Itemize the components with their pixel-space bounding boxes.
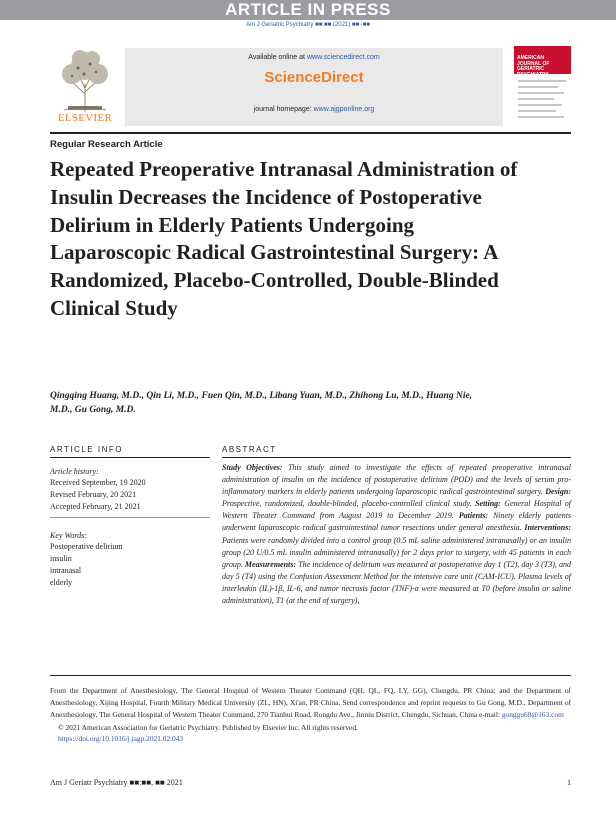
setting-label: Setting: (475, 499, 501, 509)
sciencedirect-logo: ScienceDirect (264, 69, 364, 86)
homepage-prefix: journal homepage: (253, 106, 312, 113)
keyword-item: elderly (50, 578, 73, 587)
banner-text: ARTICLE IN PRESS (225, 0, 391, 19)
revised-date: Revised February, 20 2021 (50, 490, 137, 499)
keyword-item: insulin (50, 554, 72, 563)
accepted-date: Accepted February, 21 2021 (50, 502, 141, 511)
design-text: Prospective, randomized, double-blinded, placebo-controlled clinical study. (222, 499, 472, 509)
doi-link[interactable]: https://doi.org/10.1016/j.jagp.2021.02.043 (58, 734, 184, 743)
article-in-press-banner (0, 0, 616, 20)
elsevier-wordmark: ELSEVIER (57, 112, 113, 124)
patients-text: Ninety elderly patients underwent laparoscopic radical gastrointestinal tumor resections under general anesthesia. (222, 511, 572, 533)
article-info-divider (50, 457, 210, 458)
article-title: Repeated Preoperative Intranasal Administration of Insulin Decreases the Incidence of Postoperative Delirium in Elderly Patients Undergoing Laparoscopic Radical Gastrointestinal Surgery: A Randomized, Placebo-Controlled, Double-Blinded Clinical Study (50, 157, 518, 320)
journal-homepage-line (125, 106, 503, 113)
abstract-divider (222, 457, 571, 458)
article-type-label: Regular Research Article (50, 139, 163, 150)
journal-homepage-link[interactable]: www.ajgponline.org (313, 106, 375, 113)
design-label: Design: (545, 487, 572, 497)
measurements-label: Measurements: (244, 559, 297, 569)
received-date: Received September, 19 2020 (50, 478, 146, 487)
patients-label: Patients: (458, 511, 489, 521)
article-info-heading: ARTICLE INFO (50, 445, 123, 454)
author-list: Qingqing Huang, M.D., Qin Li, M.D., Fuen Qin, M.D., Libang Yuan, M.D., Zhihong Lu, M.D., Huang Nie, M.D., Gu Gong, M.D. (50, 391, 473, 415)
objectives-label: Study Objectives: (222, 463, 283, 472)
article-info-separator (50, 517, 210, 518)
footnote-divider (50, 675, 571, 676)
abstract-heading: ABSTRACT (222, 445, 277, 454)
keyword-item: intranasal (50, 566, 82, 575)
abstract-body (222, 462, 571, 607)
article-history-label: Article history: (50, 467, 99, 476)
cover-title: AMERICAN JOURNAL OF GERIATRIC (517, 55, 550, 72)
available-online-prefix: Available online at (248, 54, 305, 61)
header-divider (50, 132, 571, 134)
keywords-label: Key Words: (50, 531, 87, 540)
correspondence-email-link[interactable]: gonggu68@163.com (501, 710, 564, 720)
sciencedirect-header (125, 48, 503, 126)
interventions-label: Interventions: (524, 523, 571, 533)
copyright-notice: © 2021 American Association for Geriatric Psychiatry. Published by Elsevier Inc. All rights reserved. (58, 723, 358, 732)
cover-content-area (514, 74, 571, 124)
sciencedirect-link[interactable]: www.sciencedirect.com (306, 54, 380, 61)
journal-cover-thumbnail (514, 46, 571, 124)
affiliation-text: From the Department of Anesthesiology, The General Hospital of Western Theater Command (QH, QL, FQ, LY, GG), Chengdu, PR China; and the Department of Anesthesiology, Xijing Hospital, Fourth Military Medical University (ZL, HN), Xi'an, PR China. Send correspondence and reprint requests to Gu Gong, M.D., Department of Anesthesiology, The General Hospital of Western Theater Command, 270 Tianhui Road, Rongdu Ave., Jinniu District, Chengdu, Sichuan, China e-mail: (50, 686, 571, 720)
available-online-line (125, 54, 503, 61)
journal-citation-line: Am J Geriatric Psychiatry ■■:■■ (2021) ■■−■■ (246, 22, 370, 28)
author-affiliation-note (50, 685, 571, 721)
footer-journal-citation: Am J Geriatr Psychiatry ■■:■■, ■■ 2021 (50, 778, 183, 787)
setting-text: General Hospital of Western Theater Command from August 2019 to December 2019. (222, 499, 572, 521)
keyword-item: Postoperative delirium (50, 542, 123, 551)
page-number: 1 (567, 778, 571, 787)
interventions-text: Patients were randomly divided into a control group (0.5 mL saline administered intranasally) or an insulin group (20 U/0.5 mL insulin administered intranasally) for 2 days prior to surgery, with 45 patients in each group. (222, 535, 571, 569)
measurements-text: The incidence of delirium was measured at postoperative day 1 (T2), day 3 (T3), and day 5 (T4) using the Confusion Assessment Method for the intensive care unit (CAM-ICU). Plasma levels of interleukin (IL)-1β, IL-6, and tumor necrosis factor (TNF)-α were measured at T0 (before insulin or saline administration), T1 (at the end of surgery), (222, 559, 572, 606)
objectives-text: This study aimed to investigate the effects of repeated preoperative intranasal administration of insulin on the incidence of postoperative delirium (POD) and the levels of serum pro-inflammatory markers in elderly patients undergoing laparoscopic radical gastrointestinal surgery. (222, 463, 571, 497)
